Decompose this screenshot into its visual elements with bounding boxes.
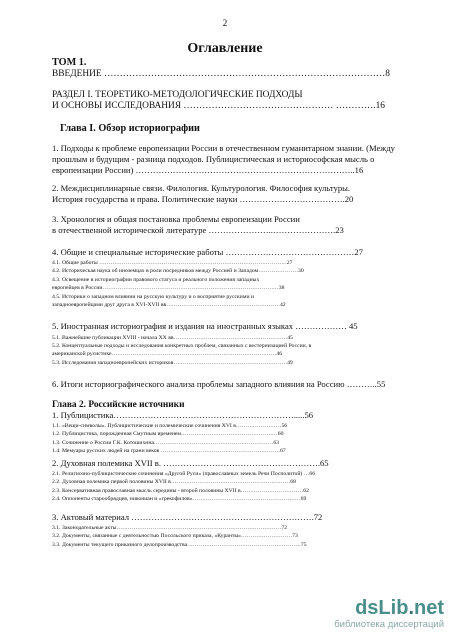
- toc-ch2-item-2-3: 2.3. Консервативная православная мысль середины - второй половины XVII в……………………………62: [52, 488, 309, 494]
- toc-item-2-line1: 2. Междисциплинарные связи. Филология. Культурология. Философия культуры.: [52, 184, 351, 193]
- toc-section1-line1: РАЗДЕЛ I. ТЕОРЕТИКО-МЕТОДОЛОГИЧЕСКИЕ ПОДХОДЫ: [52, 90, 303, 100]
- toc-ch2-item-3-2: 3.2. Документы, связанные с деятельностью Посольского приказа, «Куранты»………………………73: [52, 533, 298, 539]
- toc-volume-title: ТОМ 1.: [52, 57, 87, 68]
- toc-item-5-2-line2: американской русистике……………………………………………………………………………46: [52, 351, 283, 357]
- toc-ch2-item-2: 2. Духовная полемика XVII в. ……………………………………………….65: [52, 459, 329, 468]
- toc-intro: ВВЕДЕНИЕ ………………………………………………………………………………8: [52, 69, 390, 79]
- toc-item-5-3: 5.3. Исследования западноевропейских историков……………………………………………………49: [52, 360, 293, 366]
- toc-item-4-title: 4. Общие и специальные исторические работы ………………………………………27: [52, 248, 363, 257]
- toc-item-4-1: 4.1. Общие работы ………………………………………………………………………………………27: [52, 260, 293, 266]
- toc-item-1-line2: прошлым и будущим - разница подходов. Публицистическая и историософская мысль о: [52, 155, 375, 164]
- toc-ch2-item-3: 3. Актовый материал ……………………………………………………….72: [52, 513, 323, 522]
- toc-chapter1-title: Глава I. Обзор историографии: [60, 123, 200, 134]
- toc-section1-line2: И ОСНОВЫ ИССЛЕДОВАНИЯ ………………………………………… ………….16: [52, 101, 385, 111]
- toc-item-4-3-line2: европейцев в России…………………………………………………………………………………38: [52, 285, 285, 291]
- toc-chapter2-title: Глава 2. Российские источники: [52, 400, 185, 410]
- toc-item-3-line2: в отечественной исторической литературе …………………..………………….23: [52, 226, 344, 235]
- toc-ch2-item-2-1: 2.1. Религиозно-публицистические сочинения «Другой Руси» (православных земель Речи Посполитой) …66: [52, 471, 316, 477]
- dslib-logo: dsLib.net: [355, 597, 444, 619]
- watermark: [324, 597, 444, 630]
- toc-item-4-2: 4.2. Историческая наука об иноземцах в роли посредников между Россией и Западом…………………30: [52, 268, 304, 274]
- toc-item-3-line1: 3. Хронология и общая постановка проблемы европеизации России: [52, 215, 300, 224]
- toc-ch2-item-2-4: 2.4. Оппоненты старообрядцев, никониан и «грекофилов»…………………………………………………69: [52, 496, 307, 502]
- toc-item-5-2-line1: 5.2. Концептуальные подходы и исследования конкретных проблем, связанных с вестернизацией России, в: [52, 343, 312, 349]
- toc-item-5-title: 5. Иностранная историография и издания на иностранных языках ……………… 45: [52, 322, 358, 331]
- toc-item-5-1: 5.1. Важнейшие публикации XVIII - начала XX вв……………………………………………………45: [52, 335, 294, 341]
- toc-item-4-3-line1: 4.3. Освещение в историографии правового статуса и реального положения западных: [52, 277, 260, 283]
- toc-ch2-item-3-1: 3.1. Законодательные акты……………………………………………………………………………72: [52, 525, 288, 531]
- toc-ch2-item-2-2: 2.2. Духовная полемика первой половины XVII в………………………………………………………68: [52, 479, 296, 485]
- toc-ch2-item-1-3: 1.3. Сочинение о России Г.К. Котошихина………………………………………………………63: [52, 440, 280, 446]
- watermark-tagline: библиотека диссертаций: [334, 619, 444, 630]
- toc-item-4-5-line1: 4.5. Историки о западном влиянии на русскую культуру и о восприятие русскими и: [52, 294, 254, 300]
- toc-ch2-item-1: 1. Публицистика……………………………………………………….....56: [52, 411, 314, 420]
- toc-ch2-item-1-2: 1.2. Публицистика, порожденная Смутным временем……………………………………………60: [52, 431, 284, 437]
- toc-item-1-line3: европеизации России) …………………………………………………………………..16: [52, 166, 364, 175]
- toc-item-4-5-line2: западноевропейцами друг друга в XVI-XVII вв……………………………………………………42: [52, 302, 286, 308]
- page-title: Оглавление: [187, 41, 263, 56]
- toc-ch2-item-1-4: 1.4. Мемуары русских людей на грани веков ………………………………………………………67: [52, 448, 286, 454]
- toc-ch2-item-1-1: 1.1. «Вещи-символы». Публицистические и полемические сочинения XVI в……………………56: [52, 423, 288, 429]
- toc-item-1-line1: 1. Подходы к проблеме европеизации России в отечественном гуманитарном знании. (Между: [52, 144, 395, 153]
- page-number: 2: [222, 18, 228, 28]
- toc-item-2-line2: История государства и права. Политические науки ……………………………….20: [52, 195, 354, 204]
- toc-ch2-item-3-3: 3.3. Документы текущего приказного делопроизводства……………………………………………………75: [52, 542, 307, 548]
- toc-item-6: 6. Итоги историографического анализа проблемы западного влияния на Россию ………..55: [52, 380, 386, 389]
